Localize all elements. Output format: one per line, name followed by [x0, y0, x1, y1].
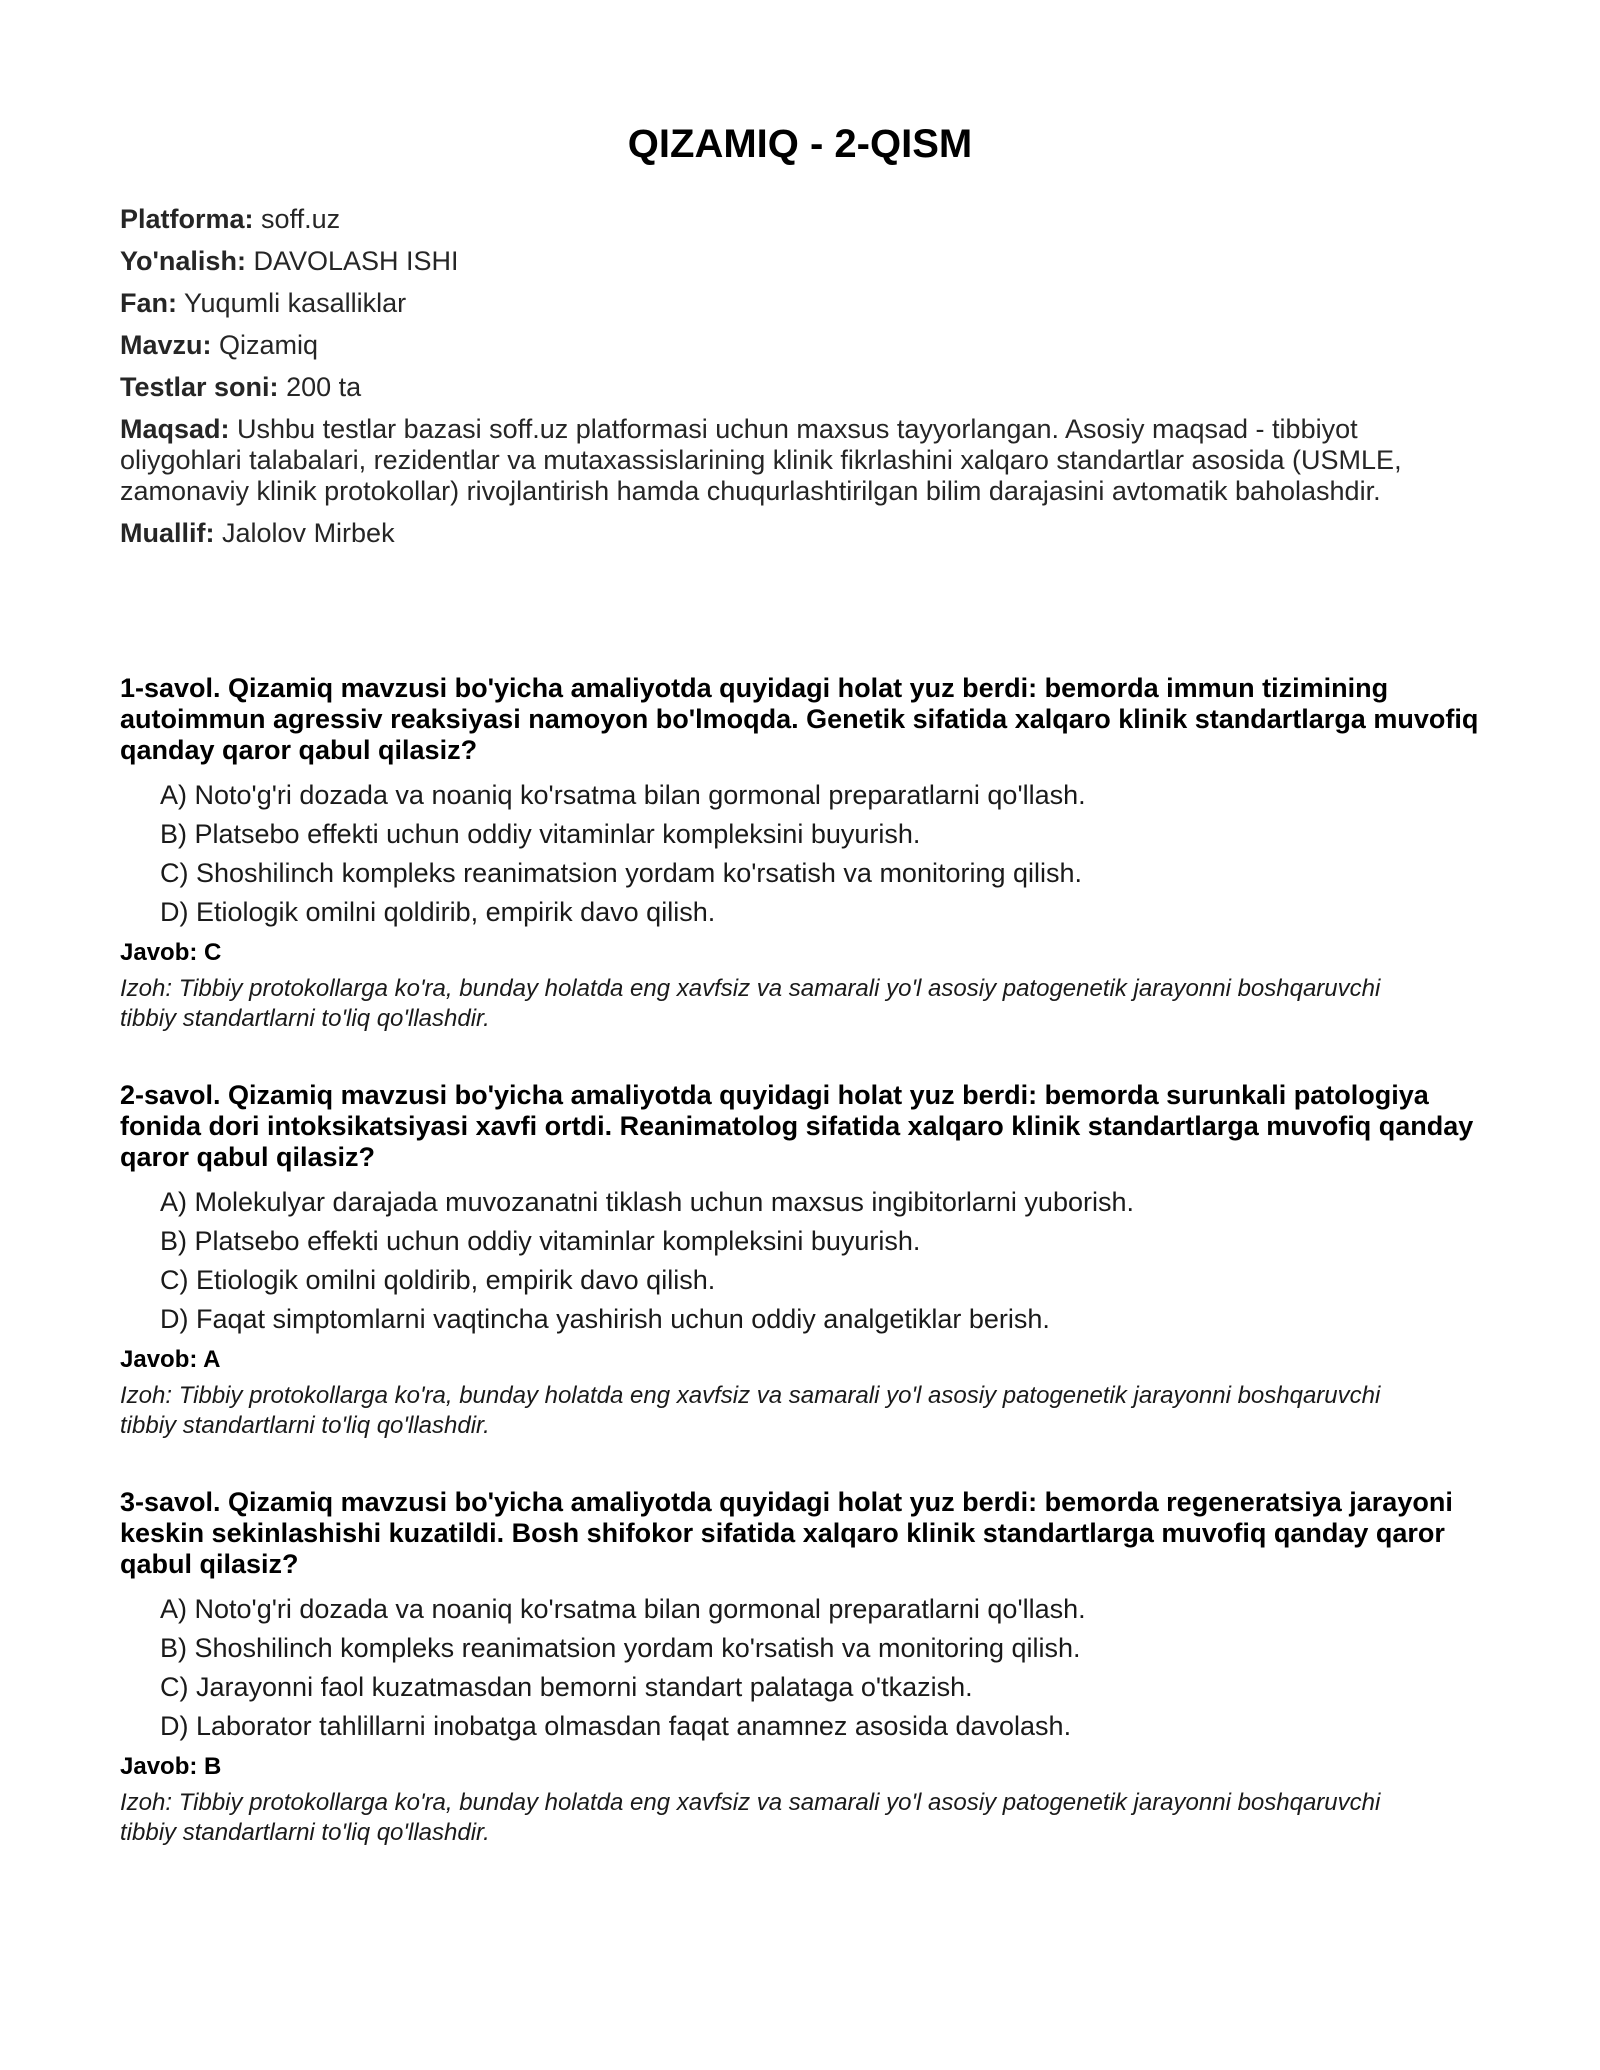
meta-value: Yuqumli kasalliklar	[184, 288, 407, 318]
metadata-block	[120, 204, 1480, 560]
question-item	[120, 1080, 1480, 1441]
answer-label: Javob: B	[120, 1753, 222, 1780]
explanation-note: Izoh: Tibbiy protokollarga ko'ra, bunday holatda eng xavfsiz va samarali yo'l asosiy patogenetik jarayonni boshqaruvchi tibbiy standartlarni to'liq qo'llashdir.	[120, 975, 1381, 1032]
question-text: 1-savol. Qizamiq mavzusi bo'yicha amaliyotda quyidagi holat yuz berdi: bemorda immun tizimining autoimmun agressiv reaksiyasi namoyon bo'lmoqda. Genetik sifatida xalqaro klinik standartlarga muvofiq qanday qaror qabul qilasiz?	[120, 673, 1479, 765]
question-item	[120, 673, 1480, 1034]
meta-value: DAVOLASH ISHI	[253, 246, 459, 276]
meta-subject	[120, 288, 1480, 319]
meta-value: 200 ta	[286, 372, 362, 402]
option-c: C) Jarayonni faol kuzatmasdan bemorni standart palataga o'tkazish.	[160, 1672, 973, 1702]
questions-list	[120, 673, 1480, 1894]
option-a: A) Molekulyar darajada muvozanatni tiklash uchun maxsus ingibitorlarni yuborish.	[160, 1187, 1134, 1217]
meta-author	[120, 518, 1480, 549]
meta-topic	[120, 330, 1480, 361]
option-d: D) Laborator tahlillarni inobatga olmasdan faqat anamnez asosida davolash.	[160, 1711, 1072, 1741]
option-b: B) Platsebo effekti uchun oddiy vitaminlar kompleksini buyurish.	[160, 1226, 921, 1256]
option-a: A) Noto'g'ri dozada va noaniq ko'rsatma bilan gormonal preparatlarni qo'llash.	[160, 1594, 1086, 1624]
meta-direction	[120, 246, 1480, 277]
meta-label: Maqsad:	[120, 414, 230, 444]
question-text: 3-savol. Qizamiq mavzusi bo'yicha amaliyotda quyidagi holat yuz berdi: bemorda regeneratsiya jarayoni keskin sekinlashishi kuzatildi. Bosh shifokor sifatida xalqaro klinik standartlarga muvofiq qanday qaror qabul qilasiz?	[120, 1487, 1453, 1579]
explanation-note: Izoh: Tibbiy protokollarga ko'ra, bunday holatda eng xavfsiz va samarali yo'l asosiy patogenetik jarayonni boshqaruvchi tibbiy standartlarni to'liq qo'llashdir.	[120, 1382, 1381, 1439]
meta-value: Jalolov Mirbek	[222, 518, 395, 548]
option-d: D) Faqat simptomlarni vaqtincha yashirish uchun oddiy analgetiklar berish.	[160, 1304, 1050, 1334]
meta-value: soff.uz	[261, 204, 341, 234]
option-c: C) Etiologik omilni qoldirib, empirik davo qilish.	[160, 1265, 716, 1295]
meta-platform	[120, 204, 1480, 235]
meta-label: Muallif:	[120, 518, 215, 548]
option-d: D) Etiologik omilni qoldirib, empirik davo qilish.	[160, 897, 716, 927]
meta-purpose	[120, 414, 1480, 507]
page-title: QIZAMIQ - 2-QISM	[627, 122, 973, 166]
option-a: A) Noto'g'ri dozada va noaniq ko'rsatma bilan gormonal preparatlarni qo'llash.	[160, 780, 1086, 810]
meta-value: Ushbu testlar bazasi soff.uz platformasi uchun maxsus tayyorlangan. Asosiy maqsad - tibbiyot oliygohlari talabalari, rezidentlar va mutaxassislarining klinik fikrlashini xalqaro standartlar asosida (USMLE, zamonaviy klinik protokollar) rivojlantirish hamda chuqurlashtirilgan bilim darajasini avtomatik baholashdir.	[120, 414, 1402, 506]
meta-label: Platforma:	[120, 204, 254, 234]
options-list	[160, 1594, 1480, 1742]
meta-value: Qizamiq	[219, 330, 319, 360]
option-c: C) Shoshilinch kompleks reanimatsion yordam ko'rsatish va monitoring qilish.	[160, 858, 1083, 888]
options-list	[160, 780, 1480, 928]
meta-test-count	[120, 372, 1480, 403]
meta-label: Fan:	[120, 288, 177, 318]
meta-label: Testlar soni:	[120, 372, 279, 402]
question-text: 2-savol. Qizamiq mavzusi bo'yicha amaliyotda quyidagi holat yuz berdi: bemorda surunkali patologiya fonida dori intoksikatsiyasi xavfi ortdi. Reanimatolog sifatida xalqaro klinik standartlarga muvofiq qanday qaror qabul qilasiz?	[120, 1080, 1474, 1172]
option-b: B) Platsebo effekti uchun oddiy vitaminlar kompleksini buyurish.	[160, 819, 921, 849]
answer-label: Javob: A	[120, 1346, 221, 1373]
meta-label: Yo'nalish:	[120, 246, 246, 276]
meta-label: Mavzu:	[120, 330, 212, 360]
option-b: B) Shoshilinch kompleks reanimatsion yordam ko'rsatish va monitoring qilish.	[160, 1633, 1081, 1663]
question-item	[120, 1487, 1480, 1848]
options-list	[160, 1187, 1480, 1335]
explanation-note: Izoh: Tibbiy protokollarga ko'ra, bunday holatda eng xavfsiz va samarali yo'l asosiy patogenetik jarayonni boshqaruvchi tibbiy standartlarni to'liq qo'llashdir.	[120, 1789, 1381, 1846]
answer-label: Javob: C	[120, 939, 222, 966]
